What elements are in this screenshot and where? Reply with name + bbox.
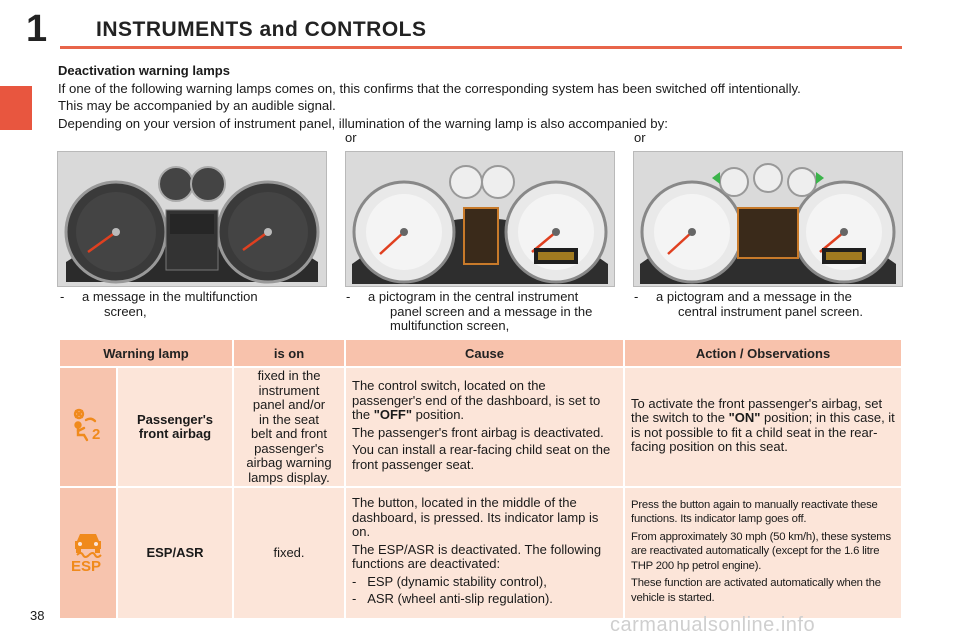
warning-lamps-table: [58, 338, 903, 620]
title-rule: [60, 46, 902, 49]
caption-dash: -: [60, 289, 65, 304]
airbag-off-icon: [60, 368, 116, 486]
header-is-on: is on: [234, 340, 344, 366]
intro-line-2: This may be accompanied by an audible signal.: [58, 98, 336, 113]
is-on-airbag: fixed in the instrument panel and/or in the seat belt and front passenger's airbag warning lamps display.: [234, 368, 344, 486]
action-airbag: To activate the front passenger's airbag, set the switch to the "ON" position; in this case, it is not possible to fit a child seat in the rear-facing position on this seat.: [625, 368, 901, 486]
chapter-title: INSTRUMENTS and CONTROLS: [96, 18, 427, 41]
caption-1: - a message in the multifunction screen,: [60, 289, 258, 319]
chapter-side-tab: [0, 86, 32, 130]
table-row: [60, 368, 901, 486]
page-number: 38: [30, 608, 45, 623]
svg-text:2: 2: [92, 426, 101, 443]
lamp-name-esp: ESP/ASR: [118, 488, 232, 618]
table-row: [60, 488, 901, 618]
instrument-panel-image-1: [57, 151, 327, 287]
esp-icon: [60, 488, 116, 618]
or-label-1: or: [345, 130, 357, 145]
intro-line-1: If one of the following warning lamps comes on, this confirms that the corresponding system has been switched off intentionally.: [58, 80, 801, 96]
cause-airbag: The control switch, located on the passenger's end of the dashboard, is set to the "OFF" position. The passenger's front airbag is deactivated. You can install a rear-facing child seat on the front passenger seat.: [346, 368, 623, 486]
caption-3: - a pictogram and a message in the central instrument panel screen.: [634, 289, 863, 319]
header-action: Action / Observations: [625, 340, 901, 366]
or-label-2: or: [634, 130, 646, 145]
lamp-name-airbag: Passenger's front airbag: [118, 368, 232, 486]
caption-dash: -: [346, 289, 351, 304]
action-esp: Press the button again to manually reactivate these functions. Its indicator lamp goes off. From approximately 30 mph (50 km/h), these systems are reactivated automatically (except for the 1.6 litre THP 200 hp petrol engine). These function are activated automatically when the vehicle is started.: [625, 488, 901, 618]
chapter-number: 1: [26, 8, 48, 50]
table-header-row: [60, 340, 901, 366]
svg-text:ESP: ESP: [71, 558, 102, 573]
is-on-esp: fixed.: [234, 488, 344, 618]
instrument-panel-image-2: [345, 151, 615, 287]
caption-dash: -: [634, 289, 639, 304]
caption-2: - a pictogram in the central instrument panel screen and a message in the multifunction screen,: [346, 289, 593, 333]
header-warning-lamp: Warning lamp: [60, 340, 232, 366]
section-heading: Deactivation warning lamps: [58, 63, 230, 78]
instrument-panel-image-3: [633, 151, 903, 287]
watermark: carmanualsonline.info: [610, 614, 816, 636]
intro-line-3: Depending on your version of instrument panel, illumination of the warning lamp is also accompanied by:: [58, 115, 668, 131]
header-cause: Cause: [346, 340, 623, 366]
cause-esp: The button, located in the middle of the dashboard, is pressed. Its indicator lamp is on. The ESP/ASR is deactivated. The following functions are deactivated: - ESP (dynamic stability control), - ASR (wheel anti-slip regulation).: [346, 488, 623, 618]
intro-section: [58, 62, 918, 132]
